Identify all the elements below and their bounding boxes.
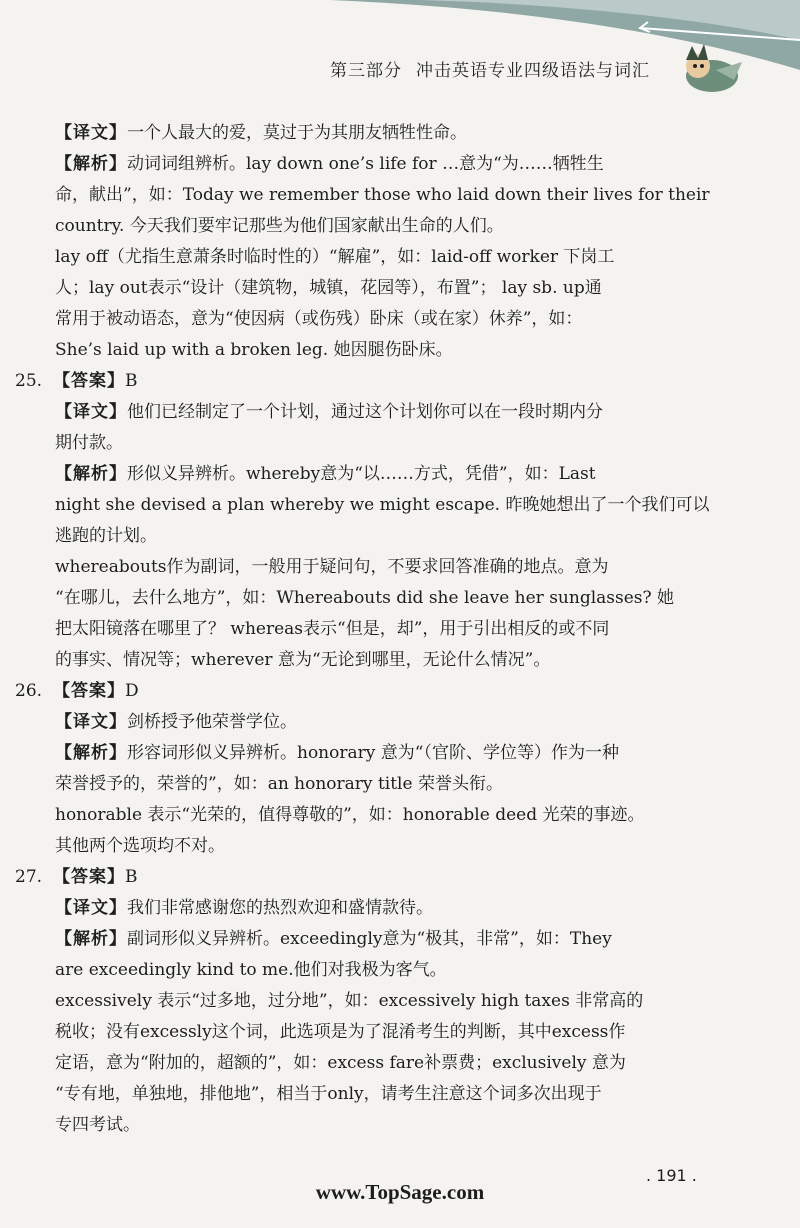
analysis-line: lay off（尤指生意萧条时临时性的）“解雇”，如：laid-off worker 下岗工: [55, 247, 615, 267]
analysis-line: 的事实、情况等；wherever 意为“无论到哪里，无论什么情况”。: [55, 650, 551, 670]
translation-tag: 【译文】: [55, 898, 127, 918]
analysis-tag: 【解析】: [55, 743, 127, 763]
translation-tag: 【译文】: [55, 123, 127, 143]
item-number: 26.: [15, 681, 43, 701]
analysis-line: 荣誉授予的，荣誉的”，如：an honorary title 荣誉头衔。: [55, 774, 503, 794]
answer-tag: 【答案】: [53, 371, 125, 391]
analysis-line: 定语，意为“附加的，超额的”，如：excess fare补票费；exclusively 意为: [55, 1053, 626, 1073]
answer-value: D: [125, 681, 139, 701]
analysis-text: 副词形似义异辨析。exceedingly意为“极其，非常”，如：They: [127, 929, 612, 949]
analysis-line: 常用于被动语态，意为“使因病（或伤残）卧床（或在家）休养”，如：: [55, 309, 583, 329]
analysis-text: 动词词组辨析。lay down one’s life for …意为“为……牺牲生: [127, 154, 604, 174]
analysis-line: 逃跑的计划。: [55, 526, 157, 546]
analysis-line: honorable 表示“光荣的，值得尊敬的”，如：honorable deed 光荣的事迹。: [55, 805, 645, 825]
translation-line: [55, 707, 705, 738]
answer-tag: 【答案】: [53, 681, 125, 701]
analysis-line: 专四考试。: [55, 1115, 140, 1135]
analysis-line: “专有地，单独地，排他地”，相当于only，请考生注意这个词多次出现于: [55, 1084, 602, 1104]
answer-tag: 【答案】: [53, 867, 125, 887]
analysis-line: She’s laid up with a broken leg. 她因腿伤卧床。: [55, 340, 453, 360]
analysis-line: whereabouts作为副词，一般用于疑问句，不要求回答准确的地点。意为: [55, 557, 609, 577]
translation-line: [55, 397, 705, 428]
translation-text: 我们非常感谢您的热烈欢迎和盛情款待。: [127, 898, 433, 918]
answer-line: [15, 366, 705, 397]
analysis-text: 形容词形似义异辨析。honorary 意为“（官阶、学位等）作为一种: [127, 743, 619, 763]
analysis-line: 其他两个选项均不对。: [55, 836, 225, 856]
analysis-line: [55, 459, 705, 490]
analysis-tag: 【解析】: [55, 929, 127, 949]
page-number: . 191 .: [646, 1166, 697, 1185]
translation-tag: 【译文】: [55, 402, 127, 422]
answer-line: [15, 676, 705, 707]
analysis-line: are exceedingly kind to me.他们对我极为客气。: [55, 960, 447, 980]
analysis-line: 把太阳镜落在哪里了？ whereas表示“但是，却”，用于引出相反的或不同: [55, 619, 610, 639]
analysis-line: excessively 表示“过多地，过分地”，如：excessively high taxes 非常高的: [55, 991, 644, 1011]
intro-analysis-line: [55, 149, 705, 180]
analysis-text: 形似义异辨析。whereby意为“以……方式，凭借”，如：Last: [127, 464, 596, 484]
analysis-line: 税收；没有excessly这个词，此选项是为了混淆考生的判断，其中excess作: [55, 1022, 626, 1042]
running-header: [230, 56, 650, 81]
translation-line: [55, 893, 705, 924]
translation-tag: 【译文】: [55, 712, 127, 732]
header-title-text: 冲击英语专业四级语法与词汇: [416, 61, 650, 81]
translation-text: 他们已经制定了一个计划，通过这个计划你可以在一段时期内分: [127, 402, 603, 422]
analysis-line: “在哪儿，去什么地方”，如：Whereabouts did she leave her sunglasses? 她: [55, 588, 675, 608]
analysis-line: night she devised a plan whereby we might escape. 昨晚她想出了一个我们可以: [55, 495, 710, 515]
header-part: 第三部分: [330, 61, 402, 81]
analysis-line: 命，献出”，如：Today we remember those who laid down their lives for their: [55, 185, 710, 205]
analysis-tag: 【解析】: [55, 464, 127, 484]
answer-line: [15, 862, 705, 893]
item-number: 27.: [15, 867, 43, 887]
analysis-line: 人；lay out表示“设计（建筑物，城镇，花园等），布置”； lay sb. up通: [55, 278, 602, 298]
page-body: [15, 118, 710, 1141]
translation-text: 剑桥授予他荣誉学位。: [127, 712, 297, 732]
footer-url: www.TopSage.com: [315, 1180, 485, 1204]
answer-value: B: [125, 867, 138, 887]
intro-translation: [55, 118, 705, 149]
item-number: 25.: [15, 371, 43, 391]
mascot-icon: [672, 40, 746, 98]
translation-line: 期付款。: [55, 433, 123, 453]
translation-text: 一个人最大的爱，莫过于为其朋友牺牲性命。: [127, 123, 467, 143]
analysis-tag: 【解析】: [55, 154, 127, 174]
analysis-line: [55, 924, 705, 955]
answer-value: B: [125, 371, 138, 391]
analysis-line: [55, 738, 705, 769]
analysis-line: country. 今天我们要牢记那些为他们国家献出生命的人们。: [55, 216, 504, 236]
